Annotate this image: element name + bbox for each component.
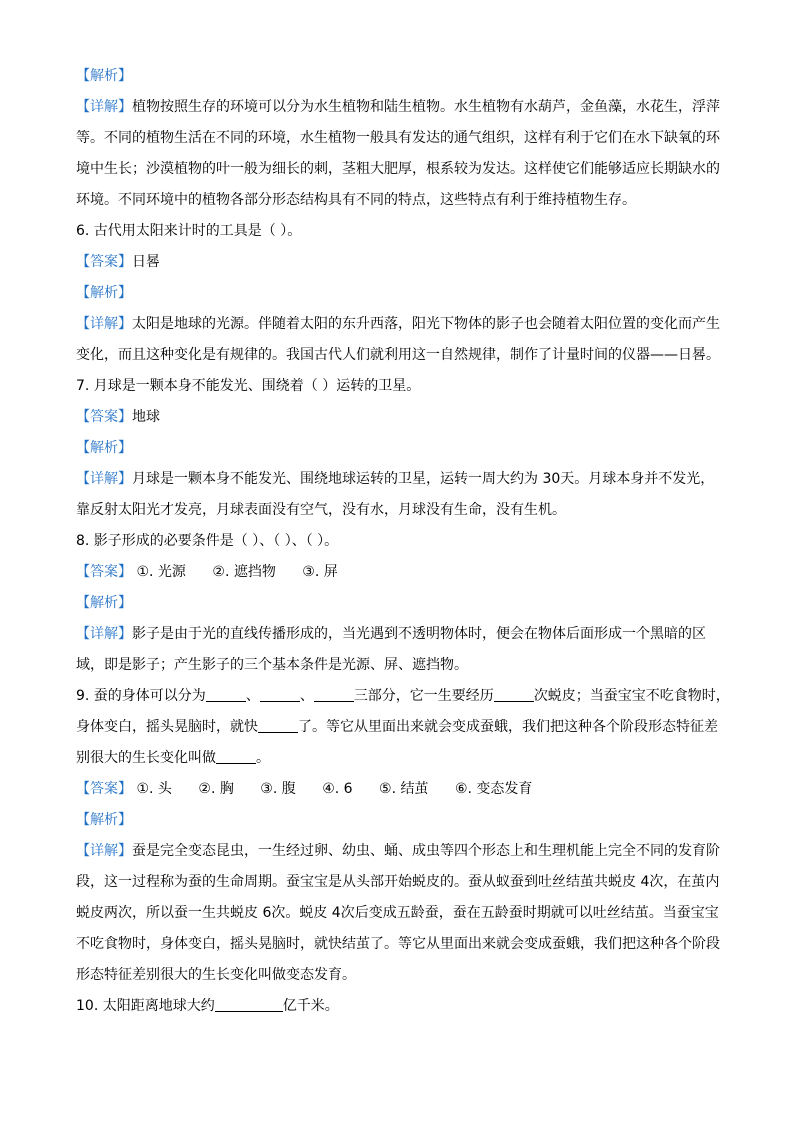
detail-paragraph-6: 【详解】太阳是地球的光源。伴随着太阳的东升西落，阳光下物体的影子也会随着太阳位置的变化而产生 变化，而且这种变化是有规律的。我国古代人们就利用这一自然规律，制作了计量时间的仪器——日晷。 [76, 316, 720, 363]
answer-item: ②. 遮挡物 [212, 564, 276, 580]
answer-9: 【答案】 ①. 头 ②. 胸 ③. 腹 ④. 6 ⑤. 结茧 ⑥. 变态发育 [76, 781, 533, 797]
question-8: 8. 影子形成的必要条件是（ ）、（ ）、（ ）。 [76, 533, 339, 549]
answer-8: 【答案】 ①. 光源 ②. 遮挡物 ③. 屏 [76, 564, 338, 580]
answer-7: 【答案】地球 [76, 409, 160, 425]
answer-item: ⑤. 结茧 [379, 781, 429, 797]
answer-item: ③. 屏 [302, 564, 338, 580]
detail-paragraph-8: 【详解】影子是由于光的直线传播形成的，当光遇到不透明物体时，便会在物体后面形成一个黑暗的区 域，即是影子；产生影子的三个基本条件是光源、屏、遮挡物。 [76, 626, 706, 673]
detail-paragraph-9: 【详解】蚕是完全变态昆虫，一生经过卵、幼虫、蛹、成虫等四个形态上和生理机能上完全不同的发育阶 段，这一过程称为蚕的生命周期。蚕宝宝是从头部开始蜕皮的。蚕从蚁蚕到吐丝结茧共蜕皮 4次，在茧内 蜕皮两次，所以蚕一生共蜕皮 6次。蜕皮 4次后变成五龄蚕，蚕在五龄蚕时期就可以吐丝结茧。当蚕宝宝 不吃食物时，身体变白，摇头晃脑时，就快结茧了。等它从里面出来就会变成蚕蛾，我们把这种各个阶段 形态特征差别很大的生长变化叫做变态发育。 [76, 843, 720, 983]
fill-blank [206, 686, 246, 702]
question-7: 7. 月球是一颗本身不能发光、围绕着（ ）运转的卫星。 [76, 378, 421, 394]
detail-paragraph-7: 【详解】月球是一颗本身不能发光、围绕地球运转的卫星，运转一周大约为 30天。月球本身并不发光， 靠反射太阳光才发亮，月球表面没有空气，没有水，月球没有生命，没有生机。 [76, 471, 715, 518]
analysis-tag: 【解析】 [76, 812, 132, 828]
analysis-tag: 【解析】 [76, 68, 132, 84]
answer-item: ③. 腹 [260, 781, 296, 797]
fill-blank [494, 686, 534, 702]
document-page [76, 64, 730, 1016]
fill-blank [216, 748, 256, 764]
answer-item: ①. 头 [136, 781, 172, 797]
fill-blank [260, 686, 300, 702]
detail-tag: 【详解】 [76, 99, 132, 115]
analysis-tag: 【解析】 [76, 440, 132, 456]
answer-item: ②. 胸 [198, 781, 234, 797]
fill-blank [215, 996, 283, 1012]
question-9: 9. 蚕的身体可以分为 、 、 三部分，它一生要经历 次蜕皮；当蚕宝宝不吃食物时， 身体变白，摇头晃脑时，就快 了。等它从里面出来就会变成蚕蛾，我们把这种各个阶段形态特征差 别很大的生长变化叫做 。 [76, 688, 730, 766]
answer-item: ①. 光源 [136, 564, 186, 580]
answer-item: ④. 6 [322, 781, 353, 797]
answer-item: ⑥. 变态发育 [454, 781, 533, 797]
fill-blank [258, 717, 298, 733]
detail-paragraph-1: 【详解】植物按照生存的环境可以分为水生植物和陆生植物。水生植物有水葫芦，金鱼藻，水花生，浮萍 等。不同的植物生活在不同的环境，水生植物一般具有发达的通气组织，这样有利于它们在水下缺氧的环 境中生长；沙漠植物的叶一般为细长的刺，茎粗大肥厚，根系较为发达。这样使它们能够适应长期缺水的 环境。不同环境中的植物各部分形态结构具有不同的特点，这些特点有利于维持植物生存。 [76, 99, 720, 208]
question-10: 10. 太阳距离地球大约 亿千米。 [76, 998, 339, 1014]
analysis-tag: 【解析】 [76, 595, 132, 611]
analysis-tag: 【解析】 [76, 285, 132, 301]
fill-blank [314, 686, 354, 702]
question-6: 6. 古代用太阳来计时的工具是（ ）。 [76, 223, 302, 239]
answer-6: 【答案】日晷 [76, 254, 160, 270]
